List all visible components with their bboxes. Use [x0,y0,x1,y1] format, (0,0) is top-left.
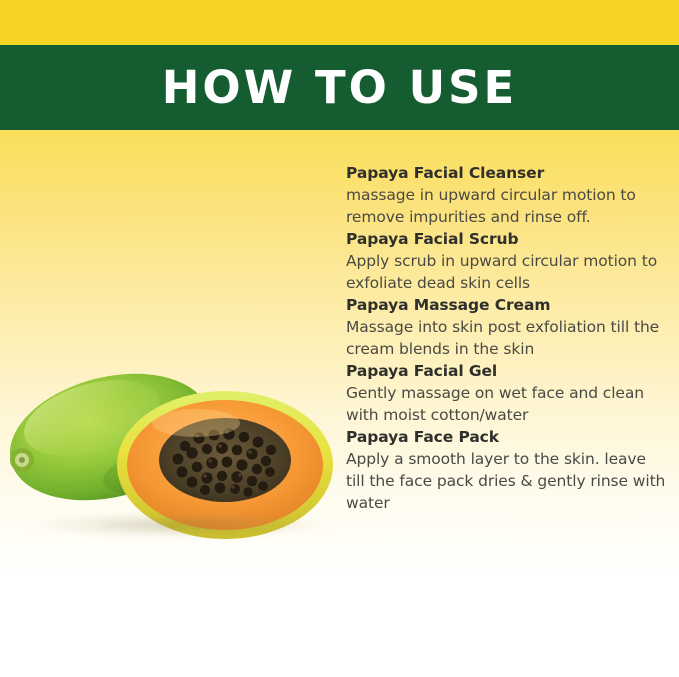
list-item [346,162,668,228]
step-title: Papaya Facial Scrub [346,230,519,248]
step-title: Papaya Face Pack [346,428,499,446]
step-title: Papaya Massage Cream [346,296,551,314]
top-yellow-strip [0,0,679,45]
list-item [346,294,668,360]
papaya-svg [0,320,360,590]
fruit-shadow [30,512,330,538]
papaya-fruit-illustration [0,320,360,590]
list-item [346,228,668,294]
step-description: Apply scrub in upward circular motion to exfoliate dead skin cells [346,252,658,292]
title-banner [0,45,679,130]
list-item [346,426,668,514]
step-title: Papaya Facial Gel [346,362,498,380]
step-description: Gently massage on wet face and clean with moist cotton/water [346,384,644,424]
step-description: massage in upward circular motion to remove impurities and rinse off. [346,186,636,226]
step-description: Massage into skin post exfoliation till the cream blends in the skin [346,318,660,358]
page-title: HOW TO USE [161,61,518,114]
usage-steps-list [346,162,668,514]
list-item [346,360,668,426]
step-description: Apply a smooth layer to the skin. leave till the face pack dries & gently rinse with water [346,450,666,512]
step-title: Papaya Facial Cleanser [346,164,545,182]
